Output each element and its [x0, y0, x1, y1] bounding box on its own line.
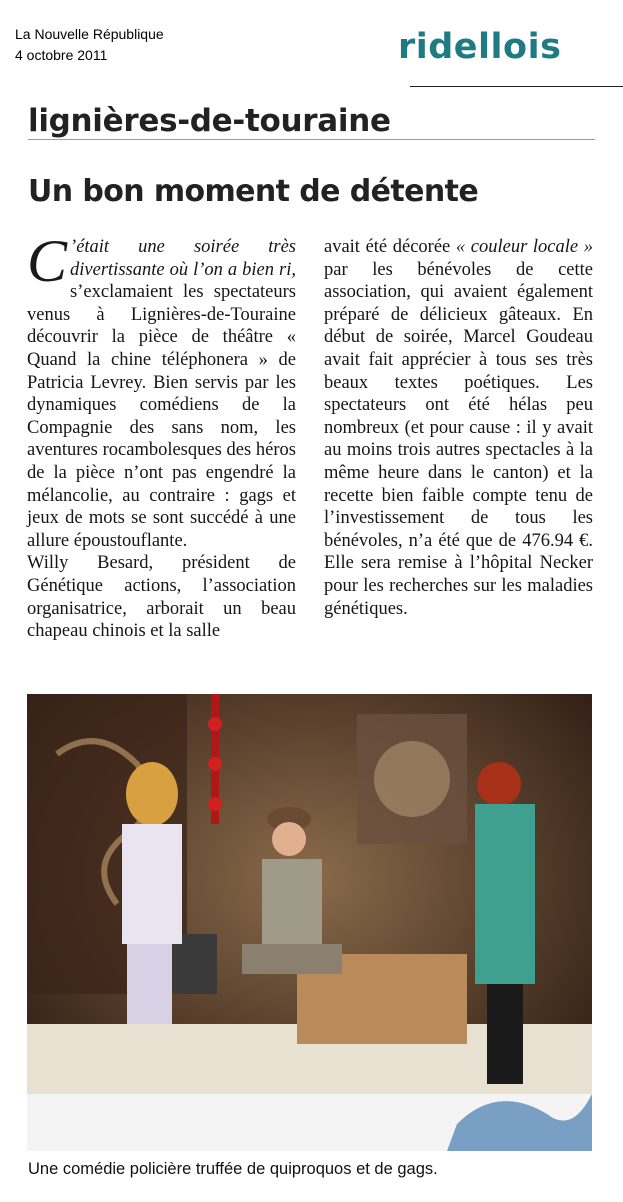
photo-caption: Une comédie policière truffée de quiproquos et de gags. [28, 1160, 438, 1178]
paragraph-2-text-b: par les bénévoles de cette association, qui avaient également préparé de délicieux gâteaux. En début de soirée, Marcel Goudeau avait fait apprécier à tous ses très beaux textes poétiques. Les spectateurs ont été hélas peu nombreux (et pour cause : il y avait au moins trois autres spectacles à la même heure dans le canton) et la recette bien faible compte tenu de l’investissement de tous les bénévoles, n’a été que de 476.94 €. Elle sera remise à l’hôpital Necker pour les recherches sur les maladies génétiques. [324, 259, 593, 619]
theatre-photo [27, 694, 592, 1151]
article-column-1 [27, 228, 296, 643]
actress-left-hair [126, 762, 178, 826]
article-headline: Un bon moment de détente [28, 174, 479, 209]
paragraph-1-text: s’exclamaient les spectateurs venus à Lignières-de-Touraine découvrir la pièce de théâtre « Quand la chine téléphonera » de Patricia Levrey. Bien servis par les dynamiques comédiens de la Compagnie des sans nom, les aventures rocambolesques des héros de la pièce n’ont pas engendré la mélancolie, au contraire : gags et jeux de mots se sont succédé à une allure époustouflante. [27, 282, 296, 551]
brand-logo: ridellois [398, 27, 562, 67]
quoted-phrase: « couleur locale » [455, 237, 593, 257]
paragraph-1 [27, 228, 296, 552]
paragraph-2-text-a: avait été décorée [324, 237, 456, 257]
section-divider [28, 139, 595, 140]
paragraph-2: Willy Besard, président de Génétique actions, l’association organisatrice, arborait un beau chapeau chinois et la salle [27, 553, 296, 642]
drop-cap: C [27, 228, 68, 294]
opening-quote: ’était une soirée très divertissante où l’on a bien ri, [70, 237, 296, 280]
newspaper-source [15, 24, 164, 66]
newspaper-name: La Nouvelle République [15, 26, 164, 42]
publication-date: 4 octobre 2011 [15, 47, 108, 63]
actress-right-hair [477, 762, 521, 806]
paragraph-2-continued [324, 236, 593, 620]
stage-scene-illustration [27, 694, 592, 1151]
header-divider [410, 86, 623, 87]
section-title: lignières-de-touraine [28, 103, 391, 139]
actress-left-dress [122, 824, 182, 944]
actress-right-dress [475, 804, 535, 984]
article-column-2 [324, 236, 593, 620]
